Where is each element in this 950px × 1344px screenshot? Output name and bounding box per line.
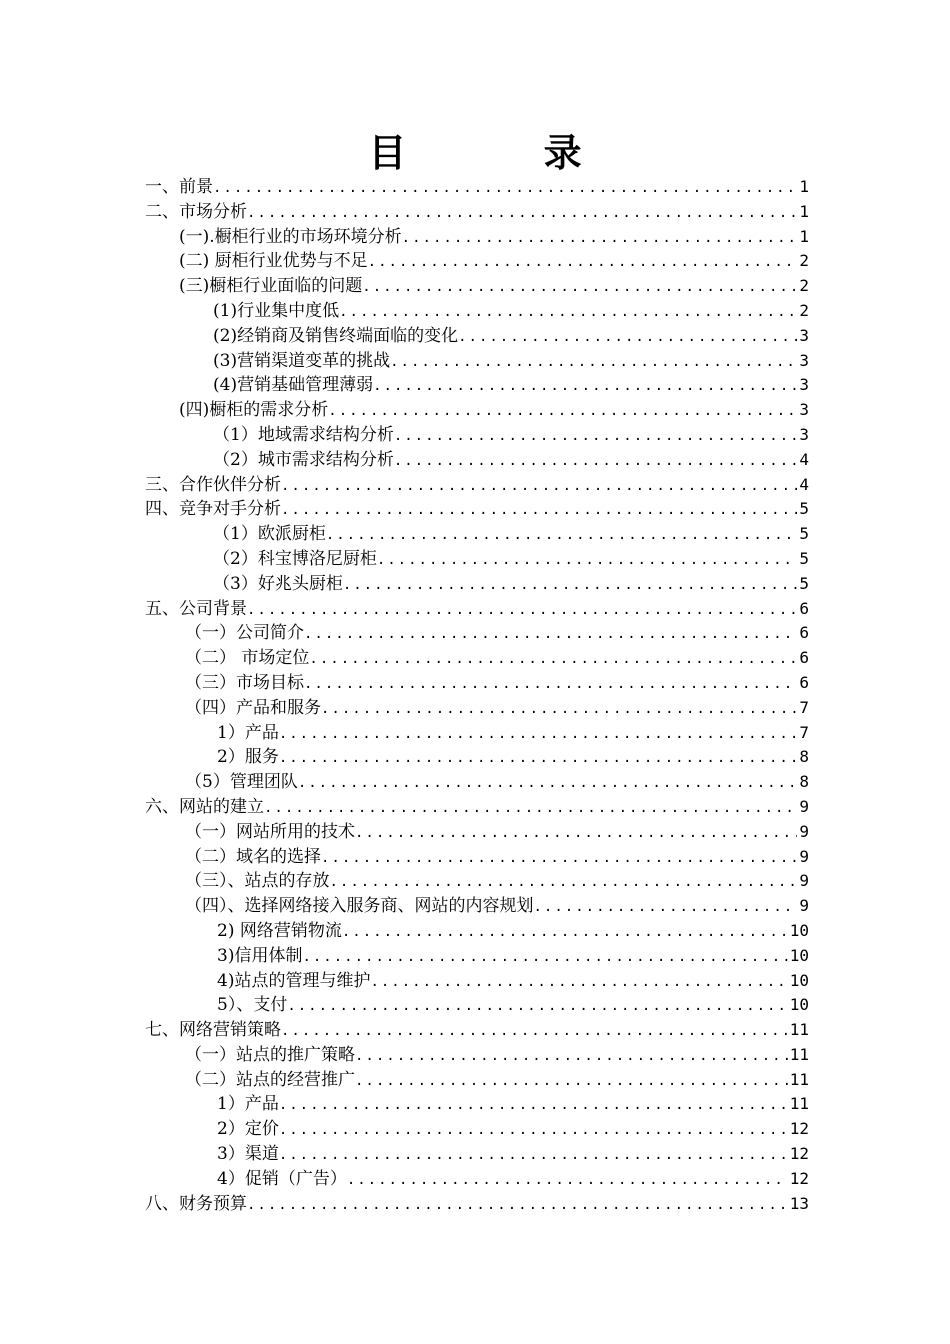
toc-entry[interactable]	[145, 869, 809, 894]
dot-leader	[377, 548, 798, 573]
toc-entry[interactable]	[145, 274, 809, 299]
dot-leader	[370, 970, 787, 995]
dot-leader	[247, 1193, 788, 1218]
toc-entry-page-number: 11	[789, 1094, 809, 1114]
dot-leader	[264, 796, 797, 821]
dot-leader	[281, 474, 797, 499]
toc-entry-page-number: 2	[799, 300, 809, 320]
dot-leader	[368, 250, 798, 275]
toc-entry-label: （1）欧派厨柜	[213, 524, 326, 545]
dot-leader	[326, 523, 798, 548]
toc-entry[interactable]	[145, 597, 809, 622]
toc-entry[interactable]	[145, 621, 809, 646]
toc-entry-label: （三）市场目标	[185, 672, 304, 693]
toc-entry-label: 4）促销（广告）	[217, 1168, 347, 1189]
toc-entry-label: (1)行业集中度低	[213, 300, 340, 321]
toc-entry[interactable]	[145, 671, 809, 696]
toc-entry-page-number: 1	[799, 201, 809, 221]
toc-entry-page-number: 6	[799, 672, 809, 692]
toc-entry[interactable]	[145, 770, 809, 795]
dot-leader	[321, 697, 797, 722]
toc-entry-label: （二）站点的经营推广	[185, 1069, 355, 1090]
toc-entry[interactable]	[145, 398, 809, 423]
toc-entry[interactable]	[145, 497, 809, 522]
toc-entry[interactable]	[145, 646, 809, 671]
toc-entry-page-number: 4	[799, 449, 809, 469]
toc-entry-page-number: 12	[789, 1119, 809, 1139]
toc-entry-page-number: 5	[799, 524, 809, 544]
toc-entry-page-number: 3	[799, 400, 809, 420]
toc-entry[interactable]	[145, 894, 809, 919]
toc-entry[interactable]	[145, 1142, 809, 1167]
dot-leader	[279, 1143, 788, 1168]
toc-entry[interactable]	[145, 1043, 809, 1068]
toc-entry[interactable]	[145, 522, 809, 547]
toc-entry-page-number: 9	[799, 821, 809, 841]
dot-leader	[390, 350, 797, 375]
dot-leader	[279, 1093, 788, 1118]
dot-leader	[394, 449, 798, 474]
toc-entry[interactable]	[145, 1167, 809, 1192]
toc-entry[interactable]	[145, 969, 809, 994]
toc-entry-page-number: 7	[799, 722, 809, 742]
dot-leader	[304, 672, 797, 697]
toc-entry-page-number: 4	[799, 474, 809, 494]
toc-entry-label: 2) 网络营销物流	[217, 920, 342, 941]
dot-leader	[247, 598, 797, 623]
dot-leader	[362, 275, 797, 300]
toc-entry-page-number: 9	[799, 871, 809, 891]
toc-entry-page-number: 3	[799, 375, 809, 395]
toc-entry-label: 五、公司背景	[145, 598, 247, 619]
toc-entry-label: 二、市场分析	[145, 201, 247, 222]
toc-entry-label: （四）产品和服务	[185, 697, 321, 718]
toc-entry-page-number: 6	[799, 648, 809, 668]
dot-leader	[321, 846, 797, 871]
toc-entry[interactable]	[145, 175, 809, 200]
dot-leader	[534, 895, 798, 920]
dot-leader	[302, 945, 787, 970]
toc-entry[interactable]	[145, 225, 809, 250]
toc-entry-label: (3)营销渠道变革的挑战	[213, 350, 391, 371]
dot-leader	[279, 746, 798, 771]
toc-entry-label: （一）公司简介	[185, 623, 304, 644]
dot-leader	[213, 176, 797, 201]
toc-entry-label: 5）、支付	[217, 995, 288, 1016]
toc-entry-page-number: 3	[799, 350, 809, 370]
toc-entry-page-number: 10	[789, 995, 809, 1015]
dot-leader	[328, 399, 797, 424]
toc-entry-page-number: 8	[799, 772, 809, 792]
dot-leader	[394, 424, 798, 449]
toc-entry-page-number: 3	[799, 325, 809, 345]
dot-leader	[281, 498, 797, 523]
toc-entry[interactable]	[145, 795, 809, 820]
toc-entry-label: (三)橱柜行业面临的问题	[179, 276, 363, 297]
toc-entry[interactable]	[145, 820, 809, 845]
toc-entry-label: （5）管理团队	[185, 772, 298, 793]
toc-entry-label: (一).橱柜行业的市场环境分析	[179, 226, 402, 247]
dot-leader	[281, 1019, 788, 1044]
toc-entry-label: 4)站点的管理与维护	[217, 970, 371, 991]
table-of-contents	[145, 175, 809, 1216]
toc-entry-label: 1）产品	[217, 722, 279, 743]
toc-entry-label: 3)信用体制	[217, 945, 303, 966]
toc-entry-label: （2）城市需求结构分析	[213, 449, 394, 470]
toc-entry-label: 2）服务	[217, 747, 279, 768]
toc-entry-page-number: 13	[789, 1193, 809, 1213]
toc-entry[interactable]	[145, 299, 809, 324]
toc-entry-page-number: 10	[789, 945, 809, 965]
toc-entry[interactable]	[145, 1068, 809, 1093]
toc-entry-label: 六、网站的建立	[145, 796, 264, 817]
toc-entry-page-number: 1	[799, 177, 809, 196]
dot-leader	[343, 573, 798, 598]
dot-leader	[279, 722, 798, 747]
toc-entry-label: 3）渠道	[217, 1144, 279, 1165]
toc-entry[interactable]	[145, 696, 809, 721]
toc-entry[interactable]	[145, 200, 809, 225]
toc-entry-label: （1）地域需求结构分析	[213, 424, 394, 445]
toc-entry-page-number: 5	[799, 548, 809, 568]
toc-entry-label: 三、合作伙伴分析	[145, 474, 281, 495]
toc-entry-page-number: 2	[799, 251, 809, 271]
toc-entry[interactable]	[145, 249, 809, 274]
toc-entry-label: 四、竞争对手分析	[145, 499, 281, 520]
toc-entry[interactable]	[145, 721, 809, 746]
dot-leader	[355, 821, 797, 846]
toc-entry[interactable]	[145, 1117, 809, 1142]
toc-entry-label: （二）域名的选择	[185, 846, 321, 867]
dot-leader	[304, 622, 797, 647]
toc-entry-label: 八、财务预算	[145, 1193, 247, 1214]
toc-entry-label: （3）好兆头厨柜	[213, 573, 343, 594]
toc-entry[interactable]	[145, 1018, 809, 1043]
toc-entry[interactable]	[145, 944, 809, 969]
toc-entry-page-number: 5	[799, 499, 809, 519]
toc-entry-page-number: 8	[799, 747, 809, 767]
toc-entry-label: （二） 市场定位	[185, 648, 310, 669]
toc-entry-page-number: 5	[799, 573, 809, 593]
toc-entry-page-number: 3	[799, 424, 809, 444]
toc-entry-label: 1）产品	[217, 1094, 279, 1115]
toc-entry[interactable]	[145, 919, 809, 944]
toc-entry-page-number: 6	[799, 623, 809, 643]
toc-entry-label: （三）、站点的存放	[185, 871, 330, 892]
dot-leader	[355, 1069, 788, 1094]
toc-entry-page-number: 9	[799, 846, 809, 866]
page-title: 目 录	[368, 130, 644, 175]
toc-entry[interactable]	[145, 845, 809, 870]
toc-entry[interactable]	[145, 324, 809, 349]
dot-leader	[309, 647, 797, 672]
toc-entry-label: 2）定价	[217, 1119, 279, 1140]
dot-leader	[458, 325, 797, 350]
toc-entry-label: (2)经销商及销售终端面临的变化	[213, 325, 459, 346]
toc-entry-label: (四)橱柜的需求分析	[179, 400, 329, 421]
toc-entry-label: (4)营销基础管理薄弱	[213, 375, 374, 396]
toc-entry-page-number: 1	[799, 226, 809, 246]
toc-entry-label: （2）科宝博洛尼厨柜	[213, 548, 377, 569]
toc-entry[interactable]	[145, 473, 809, 498]
toc-entry-label: 一、前景	[145, 177, 213, 197]
toc-entry[interactable]	[145, 373, 809, 398]
toc-entry[interactable]	[145, 1092, 809, 1117]
dot-leader	[330, 870, 798, 895]
toc-entry-label: (二) 厨柜行业优势与不足	[179, 251, 368, 272]
toc-entry-label: （一）网站所用的技术	[185, 821, 355, 842]
toc-entry[interactable]	[145, 423, 809, 448]
toc-entry-page-number: 12	[789, 1168, 809, 1188]
toc-entry-page-number: 9	[799, 796, 809, 816]
dot-leader	[287, 994, 787, 1019]
toc-entry[interactable]	[145, 1192, 809, 1217]
dot-leader	[347, 1168, 788, 1193]
toc-entry-page-number: 9	[799, 896, 809, 916]
dot-leader	[342, 920, 788, 945]
toc-entry-page-number: 2	[799, 276, 809, 296]
toc-entry-page-number: 11	[789, 1020, 809, 1040]
toc-entry-label: （一）站点的推广策略	[185, 1044, 355, 1065]
toc-entry-page-number: 10	[789, 970, 809, 990]
toc-entry[interactable]	[145, 993, 809, 1018]
toc-entry-page-number: 10	[789, 920, 809, 940]
toc-entry[interactable]	[145, 572, 809, 597]
toc-entry-page-number: 12	[789, 1144, 809, 1164]
toc-entry[interactable]	[145, 547, 809, 572]
toc-entry-label: （四）、选择网络接入服务商、网站的内容规划	[185, 896, 534, 917]
toc-entry-page-number: 7	[799, 697, 809, 717]
toc-entry-label: 七、网络营销策略	[145, 1020, 281, 1041]
toc-entry-page-number: 11	[789, 1069, 809, 1089]
dot-leader	[373, 374, 797, 399]
dot-leader	[298, 771, 798, 796]
toc-entry[interactable]	[145, 448, 809, 473]
toc-entry[interactable]	[145, 745, 809, 770]
dot-leader	[339, 300, 797, 325]
toc-entry-page-number: 6	[799, 598, 809, 618]
dot-leader	[402, 226, 798, 251]
toc-entry-page-number: 11	[789, 1044, 809, 1064]
dot-leader	[355, 1044, 788, 1069]
toc-entry[interactable]	[145, 349, 809, 374]
dot-leader	[247, 201, 797, 226]
dot-leader	[279, 1118, 788, 1143]
